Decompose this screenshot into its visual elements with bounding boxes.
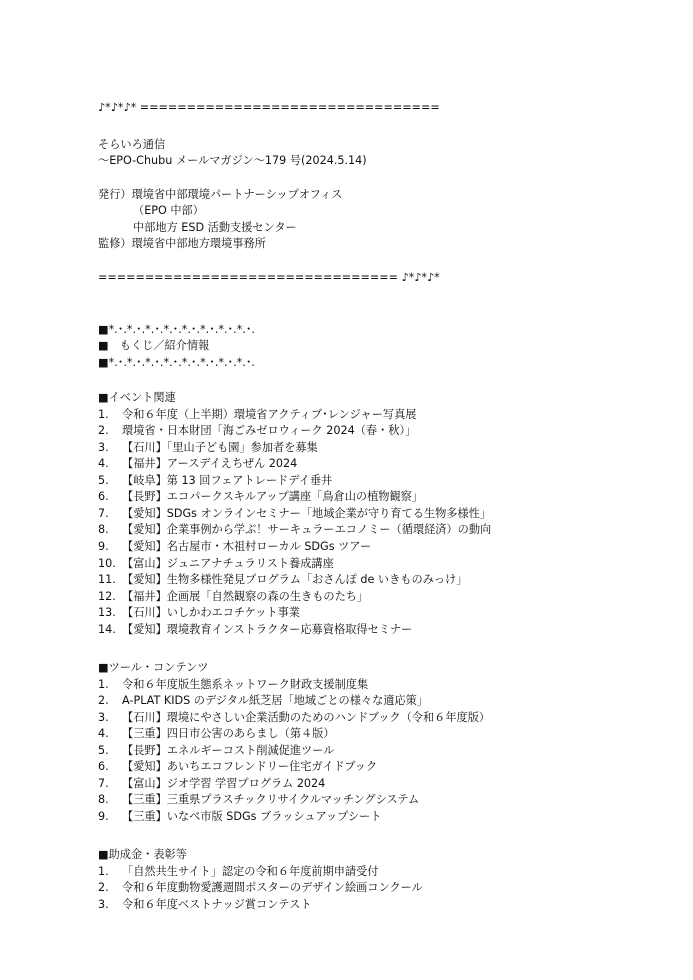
publisher-sub2: 中部地方 ESD 活動支援センター — [133, 221, 297, 234]
toc-item-number: 13. — [98, 606, 116, 620]
toc-item-text: 【福井】アースデイえちぜん 2024 — [122, 457, 298, 471]
toc-item-number: 12. — [98, 589, 116, 603]
toc-item-number: 7. — [98, 776, 109, 790]
toc-item[interactable] — [98, 507, 491, 521]
toc-item-text: 【石川】「里山子ども園」参加者を募集 — [122, 440, 318, 454]
toc-item-number: 4. — [98, 457, 109, 471]
toc-deco-top: ■*.･.*.･.*.･.*.･.*.･.*.･.*.･.*.･. — [98, 323, 255, 336]
toc-item[interactable] — [98, 694, 428, 708]
toc-item-number: 3. — [98, 897, 109, 911]
toc-item-text: 環境省・日本財団「海ごみゼロウィーク 2024（春・秋）」 — [122, 424, 417, 438]
toc-item-text: 【石川】環境にやさしい企業活動のためのハンドブック（令和６年度版） — [122, 710, 491, 724]
header-top-rule: ♪*♪*♪* ================================ — [98, 101, 440, 114]
toc-item[interactable] — [98, 557, 334, 571]
toc-item[interactable] — [98, 590, 368, 604]
toc-item[interactable] — [98, 727, 335, 741]
toc-item-text: 【愛知】企業事例から学ぶ！サーキュラーエコノミー（循環経済）の動向 — [122, 523, 492, 537]
toc-item-text: 【愛知】SDGs オンラインセミナー「地域企業が守り育てる生物多様性」 — [122, 506, 492, 520]
toc-item[interactable] — [98, 881, 423, 895]
toc-item-text: 【愛知】あいちエコフレンドリー住宅ガイドブック — [122, 760, 378, 774]
toc-item-number: 7. — [98, 506, 109, 520]
toc-item-text: 令和６年度ベストナッジ賞コンテスト — [122, 897, 312, 911]
toc-item-number: 8. — [98, 793, 109, 807]
publisher-sub1: （EPO 中部） — [133, 204, 204, 217]
toc-item-number: 4. — [98, 727, 109, 741]
toc-item-number: 5. — [98, 473, 109, 487]
toc-item-text: 【長野】エネルギーコスト削減促進ツール — [122, 743, 335, 757]
toc-item[interactable] — [98, 523, 491, 537]
toc-item-number: 8. — [98, 523, 109, 537]
toc-item-number: 3. — [98, 440, 109, 454]
section-heading: ■助成金・表彰等 — [98, 848, 187, 861]
newsletter-title: そらいろ通信 — [98, 138, 166, 151]
toc-item-number: 14. — [98, 622, 116, 636]
toc-item[interactable] — [98, 457, 297, 471]
toc-item-text: 【愛知】環境教育インストラクター応募資格取得セミナー — [122, 622, 413, 636]
toc-item-text: 令和６年度動物愛護週間ポスターのデザイン絵画コンクール — [122, 881, 423, 895]
toc-item-number: 1. — [98, 407, 109, 421]
section-heading: ■ツール・コンテンツ — [98, 661, 209, 674]
toc-item[interactable] — [98, 711, 490, 725]
toc-item-text: 「自然共生サイト」認定の令和６年度前期申請受付 — [122, 864, 379, 878]
toc-item-number: 3. — [98, 710, 109, 724]
toc-item-text: 【三重】四日市公害のあらまし（第４版） — [122, 727, 335, 741]
toc-deco-bottom: ■*.･.*.･.*.･.*.･.*.･.*.･.*.･.*.･. — [98, 356, 255, 369]
toc-item-text: 【富山】ジュニアナチュラリスト養成講座 — [122, 556, 334, 570]
toc-item-text: 【三重】いなべ市版 SDGs ブラッシュアップシート — [122, 809, 382, 823]
toc-item[interactable] — [98, 623, 412, 637]
toc-item[interactable] — [98, 865, 379, 879]
header-bottom-rule: ================================ ♪*♪*♪* — [98, 271, 440, 284]
toc-item-number: 11. — [98, 573, 116, 587]
toc-item[interactable] — [98, 573, 467, 587]
toc-item[interactable] — [98, 793, 419, 807]
toc-item[interactable] — [98, 474, 332, 488]
toc-item-text: 【愛知】生物多様性発見プログラム「おさんぽ de いきものみっけ」 — [122, 573, 468, 587]
toc-item-text: 令和６年度（上半期）環境省アクティブ･レンジャー写真展 — [122, 407, 417, 421]
toc-item-text: 令和６年度版生態系ネットワーク財政支援制度集 — [122, 677, 369, 691]
toc-item-number: 2. — [98, 694, 109, 708]
toc-item-text: 【長野】エコパークスキルアップ講座「鳥倉山の植物観察」 — [122, 490, 424, 504]
toc-item-number: 9. — [98, 809, 109, 823]
toc-item-text: 【石川】いしかわエコチケット事業 — [122, 606, 300, 620]
toc-item[interactable] — [98, 777, 325, 791]
toc-item-number: 6. — [98, 760, 109, 774]
toc-item-number: 6. — [98, 490, 109, 504]
newsletter-subtitle: ～EPO-Chubu メールマガジン～179 号(2024.5.14) — [98, 154, 367, 167]
toc-item[interactable] — [98, 441, 318, 455]
toc-item-text: A-PLAT KIDS のデジタル紙芝居「地域ごとの様々な適応策」 — [122, 694, 429, 708]
publisher-label: 発行）環境省中部環境パートナーシップオフィス — [98, 188, 343, 201]
toc-item[interactable] — [98, 408, 416, 422]
toc-item-number: 2. — [98, 881, 109, 895]
toc-item[interactable] — [98, 490, 423, 504]
toc-item-number: 1. — [98, 864, 109, 878]
toc-item[interactable] — [98, 424, 416, 438]
toc-item[interactable] — [98, 744, 334, 758]
toc-item-number: 10. — [98, 556, 116, 570]
section-heading: ■イベント関連 — [98, 391, 176, 404]
toc-item-text: 【富山】ジオ学習 学習プログラム 2024 — [122, 776, 326, 790]
toc-item[interactable] — [98, 810, 381, 824]
toc-title: ■ もくじ／紹介情報 — [98, 339, 210, 352]
supervisor-label: 監修）環境省中部地方環境事務所 — [98, 237, 266, 250]
toc-item-number: 2. — [98, 424, 109, 438]
toc-item[interactable] — [98, 760, 377, 774]
toc-item-text: 【岐阜】第 13 回フェアトレードデイ垂井 — [122, 473, 333, 487]
toc-item[interactable] — [98, 540, 371, 554]
toc-item[interactable] — [98, 898, 312, 912]
toc-item-text: 【福井】企画展「自然観察の森の生きものたち」 — [122, 589, 369, 603]
toc-item-number: 1. — [98, 677, 109, 691]
toc-item[interactable] — [98, 606, 300, 620]
toc-item-text: 【愛知】名古屋市・木祖村ローカル SDGs ツアー — [122, 539, 372, 553]
toc-item[interactable] — [98, 678, 368, 692]
toc-item-number: 9. — [98, 539, 109, 553]
toc-item-text: 【三重】三重県プラスチックリサイクルマッチングシステム — [122, 793, 420, 807]
toc-item-number: 5. — [98, 743, 109, 757]
